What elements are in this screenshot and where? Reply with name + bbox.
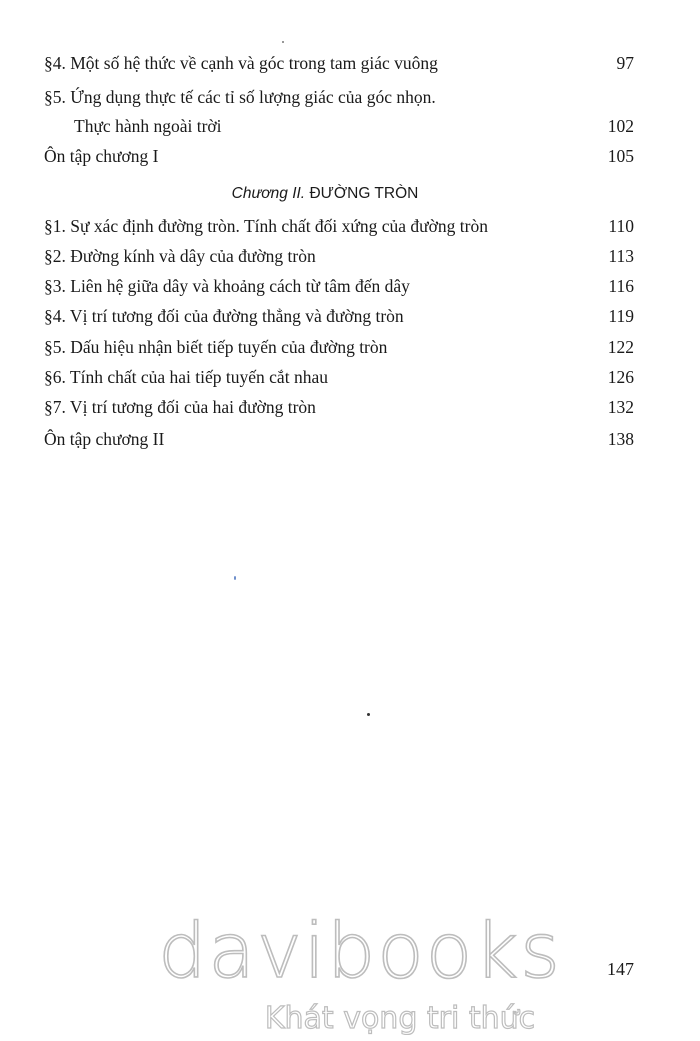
watermark-svg bbox=[130, 905, 590, 1035]
toc-entry bbox=[44, 84, 634, 110]
toc-entry-page: 113 bbox=[608, 246, 634, 266]
scan-speck bbox=[282, 41, 284, 43]
toc-entry-title: §3. Liên hệ giữa dây và khoảng cách từ tâm đến dây bbox=[44, 276, 410, 296]
chapter-name: ĐƯỜNG TRÒN bbox=[309, 185, 419, 202]
toc-entry bbox=[44, 426, 634, 452]
toc-entry bbox=[44, 143, 634, 169]
toc-entry-title: Ôn tập chương I bbox=[44, 146, 159, 166]
toc-entry bbox=[44, 113, 634, 139]
toc-entry bbox=[44, 213, 634, 239]
toc-entry-page: 132 bbox=[607, 397, 634, 417]
toc-entry-title: §4. Một số hệ thức về cạnh và góc trong tam giác vuông bbox=[44, 53, 438, 73]
toc-entry-page: 97 bbox=[616, 53, 634, 73]
toc-entry-title: Ôn tập chương II bbox=[44, 429, 165, 449]
watermark-brand: davibooks bbox=[158, 906, 562, 995]
toc-entry-page: 116 bbox=[608, 276, 634, 296]
watermark-tagline: Khát vọng tri thức bbox=[264, 1001, 536, 1035]
toc-entry bbox=[44, 273, 634, 299]
toc-entry-title: §6. Tính chất của hai tiếp tuyến cắt nhau bbox=[44, 367, 328, 387]
toc-entry bbox=[44, 334, 634, 360]
toc-entry-title: §1. Sự xác định đường tròn. Tính chất đối xứng của đường tròn bbox=[44, 216, 488, 236]
toc-entry bbox=[44, 303, 634, 329]
toc-entry bbox=[44, 243, 634, 269]
toc-entry bbox=[44, 364, 634, 390]
toc-entry-page: 119 bbox=[608, 306, 634, 326]
toc-entry-title: §5. Ứng dụng thực tế các tỉ số lượng giác của góc nhọn. bbox=[44, 87, 436, 107]
toc-entry-page: 126 bbox=[607, 367, 634, 387]
watermark-logo bbox=[130, 905, 590, 1035]
scan-speck bbox=[234, 576, 236, 580]
scan-speck bbox=[367, 713, 370, 716]
toc-entry-page: 138 bbox=[607, 429, 634, 449]
page-number: 147 bbox=[607, 959, 634, 979]
toc-entry-title: §4. Vị trí tương đối của đường thẳng và đường tròn bbox=[44, 306, 404, 326]
chapter-heading bbox=[0, 183, 650, 205]
toc-entry-title: §2. Đường kính và dây của đường tròn bbox=[44, 246, 316, 266]
toc-entry-page: 105 bbox=[607, 146, 634, 166]
toc-entry-title: §5. Dấu hiệu nhận biết tiếp tuyến của đường tròn bbox=[44, 337, 388, 357]
toc-entry bbox=[44, 50, 634, 76]
toc-entry-page: 110 bbox=[608, 216, 634, 236]
chapter-label: Chương II. bbox=[231, 185, 306, 202]
toc-entry-title: §7. Vị trí tương đối của hai đường tròn bbox=[44, 397, 316, 417]
toc-entry-title: Thực hành ngoài trời bbox=[74, 116, 222, 136]
toc-entry-page: 122 bbox=[607, 337, 634, 357]
toc-entry bbox=[44, 394, 634, 420]
toc-entry-page: 102 bbox=[607, 116, 634, 136]
